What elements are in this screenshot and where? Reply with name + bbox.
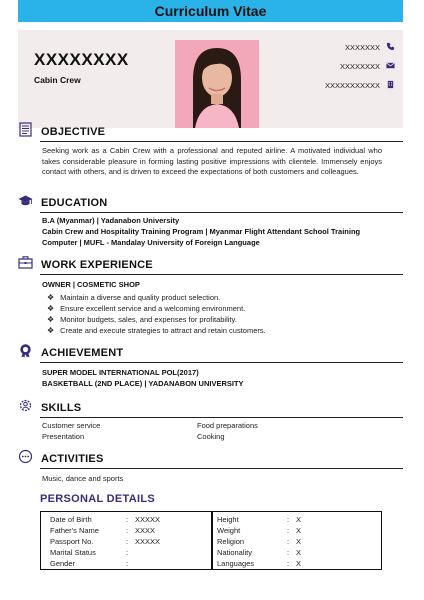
education-line: Cabin Crew and Hospitality Training Program | Myanmar Flight Attendant School Training	[42, 227, 361, 236]
gear-person-icon	[18, 398, 33, 418]
diamond-bullet-icon: ❖	[47, 326, 55, 335]
bullet-text: Create and execute strategies to attract and retain customers.	[60, 326, 266, 335]
list-item	[47, 293, 220, 302]
table-label: Date of Birth	[50, 515, 92, 524]
table-label: Religion	[217, 537, 245, 546]
divider	[40, 212, 403, 213]
document-icon	[18, 122, 33, 142]
achievement-section	[18, 346, 403, 360]
divider	[40, 141, 403, 142]
address-text: XXXXXXXXXXX	[324, 81, 380, 90]
graduation-cap-icon	[18, 193, 33, 213]
briefcase-icon	[18, 255, 33, 275]
education-heading: EDUCATION	[41, 197, 108, 209]
divider	[40, 468, 403, 469]
achievement-line: BASKETBALL (2ND PLACE) | YADANABON UNIVERSITY	[42, 379, 244, 388]
personal-details-heading: PERSONAL DETAILS	[40, 493, 156, 505]
skills-heading: SKILLS	[41, 402, 82, 414]
divider	[40, 417, 403, 418]
phone-text: XXXXXXX	[344, 43, 380, 52]
objective-heading: OBJECTIVE	[41, 126, 106, 138]
company-line: OWNER | COSMETIC SHOP	[42, 280, 140, 289]
skill-item: Presentation	[42, 432, 85, 441]
phone-contact	[345, 42, 395, 53]
mail-icon	[386, 61, 395, 72]
table-label: Languages	[217, 559, 255, 568]
skill-item: Customer service	[42, 421, 101, 430]
list-item	[47, 304, 245, 313]
education-section	[18, 196, 403, 210]
profile-photo	[175, 40, 259, 128]
experience-heading: WORK EXPERIENCE	[41, 259, 153, 271]
objective-section	[18, 125, 403, 139]
table-label: Nationality	[217, 548, 253, 557]
cv-title: Curriculum Vitae	[18, 0, 403, 22]
header-card	[18, 30, 403, 128]
diamond-bullet-icon: ❖	[47, 315, 55, 324]
list-item	[47, 326, 266, 335]
achievement-heading: ACHIEVEMENT	[41, 347, 124, 359]
candidate-name: XXXXXXXX	[34, 50, 129, 69]
list-item	[47, 315, 237, 324]
bullet-text: Monitor budgets, sales, and expenses for profitability.	[60, 315, 237, 324]
table-label: Passport No.	[50, 537, 94, 546]
skill-item: Food preparations	[197, 421, 258, 430]
table-colon: :	[287, 559, 290, 568]
skills-section	[18, 401, 403, 415]
bullet-text: Ensure excellent service and a welcoming environment.	[60, 304, 246, 313]
skill-item: Cooking	[197, 432, 225, 441]
objective-text: Seeking work as a Cabin Crew with a professional and reputed airline. A motivated individual who takes considerable pleasure in forming lasting positive impressions with clientele. Immensely enjoys contact with others, and is driven to exceed the expectations of both customers and colleagues.	[42, 146, 382, 176]
divider	[40, 362, 403, 363]
phone-icon	[386, 42, 395, 53]
table-label: Father's Name	[50, 526, 99, 535]
table-value: X	[296, 559, 302, 568]
diamond-bullet-icon: ❖	[47, 293, 55, 302]
table-value: X	[296, 548, 302, 557]
achievement-line: SUPER MODEL INTERNATIONAL POL(2017)	[42, 368, 199, 377]
table-value: XXXXX	[135, 515, 161, 524]
table-value: X	[296, 537, 302, 546]
experience-section	[18, 258, 403, 272]
table-divider	[211, 512, 213, 569]
table-colon: :	[126, 537, 129, 546]
table-colon: :	[126, 526, 129, 535]
medal-icon	[18, 343, 33, 363]
building-icon	[386, 80, 395, 91]
bullet-text: Maintain a diverse and quality product selection.	[60, 293, 221, 302]
table-label: Weight	[217, 526, 241, 535]
table-value: XXXXX	[135, 537, 161, 546]
email-contact	[340, 61, 395, 72]
table-colon: :	[126, 559, 129, 568]
diamond-bullet-icon: ❖	[47, 304, 55, 313]
education-line: B.A (Myanmar) | Yadanabon University	[42, 216, 180, 225]
activities-heading: ACTIVITIES	[41, 453, 104, 465]
table-label: Gender	[50, 559, 76, 568]
table-colon: :	[287, 526, 290, 535]
candidate-role: Cabin Crew	[34, 75, 81, 85]
table-colon: :	[126, 548, 129, 557]
table-value: XXXX	[135, 526, 156, 535]
table-colon: :	[287, 515, 290, 524]
table-value: X	[296, 515, 302, 524]
table-value: X	[296, 526, 302, 535]
divider	[40, 274, 403, 275]
table-label: Marital Status	[50, 548, 96, 557]
education-line: Computer | MUFL - Mandalay University of Foreign Language	[42, 238, 260, 247]
table-colon: :	[287, 548, 290, 557]
activities-section	[18, 452, 403, 466]
table-colon: :	[126, 515, 129, 524]
activities-text: Music, dance and sports	[42, 474, 124, 483]
personal-details-table	[40, 511, 382, 570]
address-contact	[325, 80, 395, 91]
ellipsis-circle-icon	[18, 449, 33, 469]
table-colon: :	[287, 537, 290, 546]
table-label: Height	[217, 515, 239, 524]
email-text: XXXXXXXX	[339, 62, 380, 71]
